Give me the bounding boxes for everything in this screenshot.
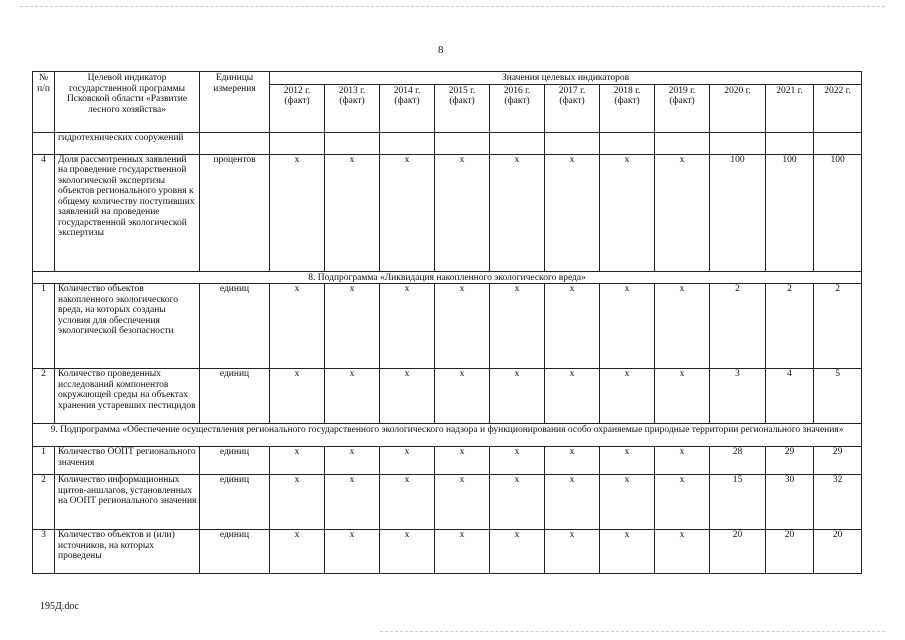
indicator-name: Количество ООПТ регионального значения: [55, 447, 200, 475]
year-header: 2017 г. (факт): [545, 84, 600, 132]
value-cell: х: [545, 530, 600, 574]
section-row: [33, 424, 862, 447]
year-header: 2012 г. (факт): [270, 84, 325, 132]
value-cell: 5: [814, 369, 862, 424]
value-cell: х: [325, 447, 380, 475]
footer-filename: 195Д.doc: [40, 601, 79, 612]
value-cell: 32: [814, 475, 862, 530]
value-cell: х: [655, 447, 710, 475]
value-cell: х: [270, 447, 325, 475]
unit-cell: единиц: [200, 475, 270, 530]
value-cell: [270, 132, 325, 154]
year-header: 2021 г.: [766, 84, 814, 132]
value-cell: [766, 132, 814, 154]
page-number: 8: [438, 44, 444, 56]
value-cell: 4: [766, 369, 814, 424]
value-cell: 29: [814, 447, 862, 475]
unit-cell: единиц: [200, 284, 270, 369]
value-cell: [814, 132, 862, 154]
value-cell: х: [655, 530, 710, 574]
value-cell: х: [545, 475, 600, 530]
unit-cell: процентов: [200, 154, 270, 271]
value-cell: х: [325, 530, 380, 574]
section-title: 9. Подпрограмма «Обеспечение осуществления регионального государственного экологического надзора и функционирования особо охраняемые природные территории регионального значения»: [33, 424, 862, 447]
col-header-num: № п/п: [33, 72, 55, 133]
value-cell: х: [380, 530, 435, 574]
value-cell: х: [270, 284, 325, 369]
indicator-name: Количество проведенных исследований компонентов окружающей среды на объектах хранения устаревших пестицидов: [55, 369, 200, 424]
value-cell: 20: [710, 530, 766, 574]
value-cell: х: [490, 369, 545, 424]
value-cell: [710, 132, 766, 154]
table-row: [33, 284, 862, 369]
row-number: 1: [33, 284, 55, 369]
value-cell: х: [270, 154, 325, 271]
table-row: [33, 530, 862, 574]
value-cell: 2: [814, 284, 862, 369]
value-cell: 100: [814, 154, 862, 271]
value-cell: [380, 132, 435, 154]
value-cell: х: [600, 447, 655, 475]
indicator-name: Количество объектов накопленного экологического вреда, на которых созданы условия для обеспечения экологической безопасности: [55, 284, 200, 369]
section-title: 8. Подпрограмма «Ликвидация накопленного экологического вреда»: [33, 271, 862, 284]
value-cell: х: [435, 369, 490, 424]
value-cell: 3: [710, 369, 766, 424]
value-cell: х: [600, 154, 655, 271]
row-number: [33, 132, 55, 154]
value-cell: х: [600, 475, 655, 530]
value-cell: х: [490, 447, 545, 475]
indicator-name: Доля рассмотренных заявлений на проведение государственной экологической экспертизы объектов регионального уровня к общему количеству поступивших заявлений на проведение государственной экологической экспертизы: [55, 154, 200, 271]
col-header-indicator: Целевой индикатор государственной программы Псковской области «Развитие лесного хозяйства»: [55, 72, 200, 133]
value-cell: 20: [814, 530, 862, 574]
value-cell: 100: [710, 154, 766, 271]
table-row: [33, 447, 862, 475]
indicators-table: [32, 71, 862, 574]
section-row: [33, 271, 862, 284]
value-cell: х: [380, 284, 435, 369]
col-header-values: Значения целевых индикаторов: [270, 72, 862, 85]
value-cell: 28: [710, 447, 766, 475]
value-cell: х: [380, 154, 435, 271]
value-cell: х: [655, 369, 710, 424]
value-cell: х: [545, 284, 600, 369]
value-cell: 30: [766, 475, 814, 530]
scan-edge-bottom: [380, 631, 885, 632]
value-cell: х: [655, 154, 710, 271]
value-cell: [545, 132, 600, 154]
year-header: 2020 г.: [710, 84, 766, 132]
value-cell: х: [380, 447, 435, 475]
table-row: [33, 369, 862, 424]
value-cell: х: [490, 154, 545, 271]
value-cell: х: [435, 154, 490, 271]
indicator-name: гидротехнических сооружений: [55, 132, 200, 154]
row-number: 3: [33, 530, 55, 574]
value-cell: х: [655, 475, 710, 530]
unit-cell: единиц: [200, 369, 270, 424]
value-cell: х: [270, 475, 325, 530]
value-cell: х: [270, 530, 325, 574]
value-cell: х: [380, 369, 435, 424]
unit-cell: единиц: [200, 447, 270, 475]
indicator-name: Количество информационных щитов-аншлагов, установленных на ООПТ регионального значения: [55, 475, 200, 530]
value-cell: х: [270, 369, 325, 424]
value-cell: х: [325, 284, 380, 369]
col-header-units: Единицы измерения: [200, 72, 270, 133]
value-cell: 29: [766, 447, 814, 475]
row-number: 2: [33, 369, 55, 424]
value-cell: х: [325, 154, 380, 271]
value-cell: [435, 132, 490, 154]
value-cell: х: [380, 475, 435, 530]
indicator-name: Количество объектов и (или) источников, на которых проведены: [55, 530, 200, 574]
unit-cell: единиц: [200, 530, 270, 574]
unit-cell: [200, 132, 270, 154]
value-cell: [655, 132, 710, 154]
value-cell: 2: [710, 284, 766, 369]
value-cell: 15: [710, 475, 766, 530]
value-cell: х: [600, 284, 655, 369]
value-cell: 2: [766, 284, 814, 369]
value-cell: х: [325, 475, 380, 530]
value-cell: х: [435, 530, 490, 574]
row-number: 2: [33, 475, 55, 530]
year-header: 2016 г. (факт): [490, 84, 545, 132]
row-number: 1: [33, 447, 55, 475]
year-header: 2022 г.: [814, 84, 862, 132]
value-cell: х: [490, 475, 545, 530]
year-header: 2018 г. (факт): [600, 84, 655, 132]
year-header: 2015 г. (факт): [435, 84, 490, 132]
value-cell: х: [600, 530, 655, 574]
value-cell: х: [435, 475, 490, 530]
value-cell: [600, 132, 655, 154]
value-cell: [325, 132, 380, 154]
table-row: [33, 475, 862, 530]
table-row: [33, 154, 862, 271]
year-header: 2019 г. (факт): [655, 84, 710, 132]
value-cell: х: [435, 284, 490, 369]
value-cell: х: [545, 447, 600, 475]
value-cell: х: [600, 369, 655, 424]
value-cell: х: [490, 284, 545, 369]
value-cell: х: [655, 284, 710, 369]
value-cell: х: [545, 369, 600, 424]
value-cell: 20: [766, 530, 814, 574]
value-cell: х: [325, 369, 380, 424]
year-header: 2013 г. (факт): [325, 84, 380, 132]
row-number: 4: [33, 154, 55, 271]
year-header: 2014 г. (факт): [380, 84, 435, 132]
scan-edge-top: [20, 6, 885, 7]
value-cell: х: [435, 447, 490, 475]
value-cell: х: [490, 530, 545, 574]
table-row: [33, 132, 862, 154]
value-cell: х: [545, 154, 600, 271]
value-cell: 100: [766, 154, 814, 271]
value-cell: [490, 132, 545, 154]
